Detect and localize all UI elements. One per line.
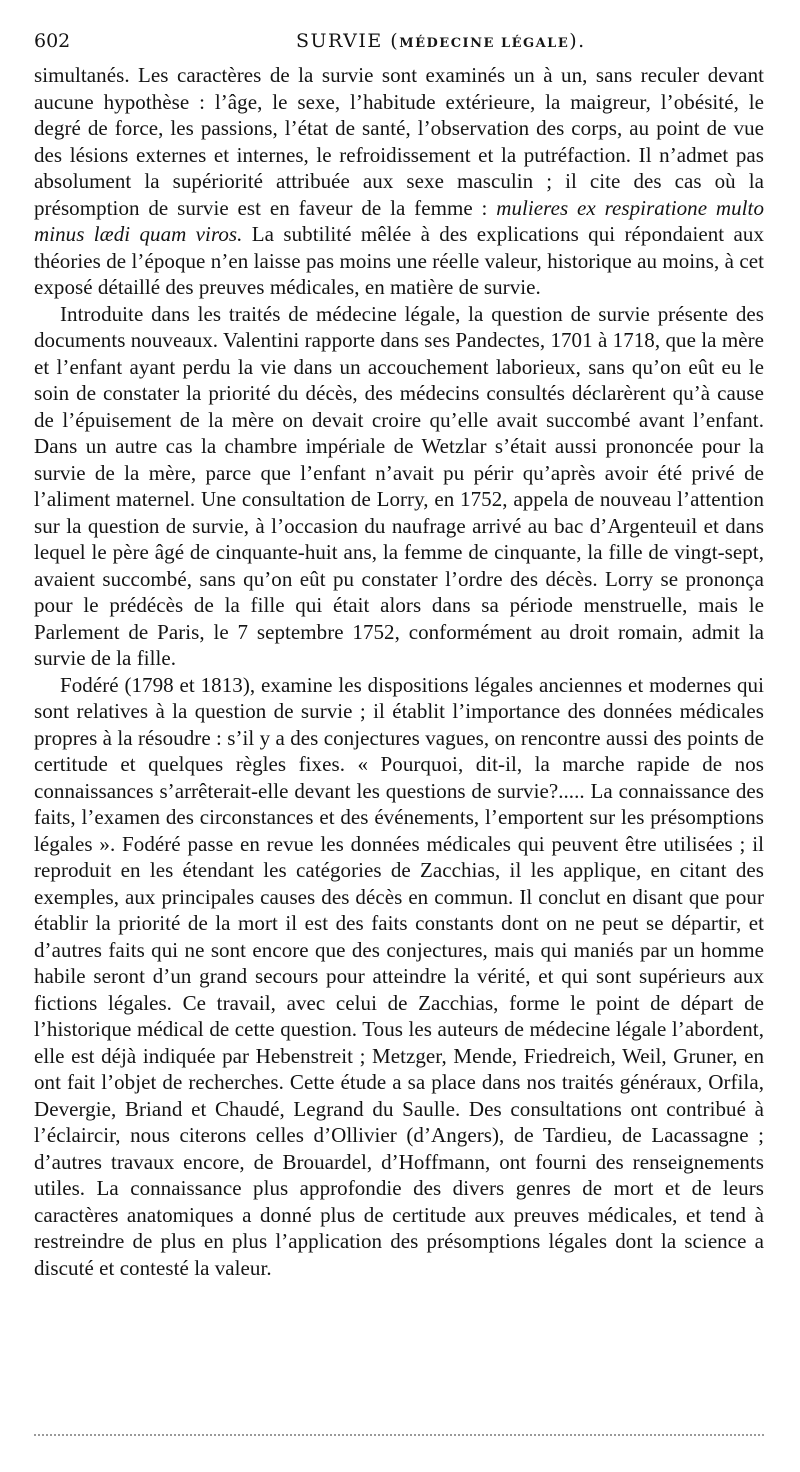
latin-quote: mulieres ex respiratione multo minus lædi quam viros. xyxy=(34,195,764,246)
running-title-close: ). xyxy=(569,30,586,52)
page-body xyxy=(34,62,764,1281)
page-header xyxy=(34,28,762,54)
paragraph-1-text-b: La subtilité mêlée à des explications qui répondaient aux théories de l’époque n’en laisse pas moins une réelle valeur, historique au moins, à cet exposé détaillé des preuves médicales, en matière de survie. xyxy=(34,222,764,299)
running-title-sub: MÉDECINE LÉGALE xyxy=(399,36,570,51)
running-title xyxy=(296,28,586,57)
running-title-main: SURVIE ( xyxy=(296,30,400,52)
footer-rule xyxy=(34,1434,764,1436)
paragraph-3: Fodéré (1798 et 1813), examine les dispositions légales anciennes et modernes qui sont relatives à la question de survie ; il établit l’importance des données médicales propres à la résoudre : s’il y a des conjectures vagues, on rencontre aussi des points de certitude et quelques règles fixes. « Pourquoi, dit-il, la marche rapide de nos connaissances s’arrêterait-elle devant les questions de survie?..... La connaissance des faits, l’examen des circonstances et des événements, l’emportent sur les présomptions légales ». Fodéré passe en revue les données médicales qui peuvent être utilisées ; il reproduit en les étendant les catégories de Zacchias, il les applique, en citant des exemples, aux principales causes des décès en commun. Il conclut en disant que pour établir la priorité de la mort il est des faits constants dont on ne peut se départir, et d’autres faits qui ne sont encore que des conjectures, mais qui maniés par un homme habile seront d’un grand secours pour atteindre la vérité, et qui sont supérieurs aux fictions légales. Ce travail, avec celui de Zacchias, forme le point de départ de l’historique médical de cette question. Tous les auteurs de médecine légale l’abordent, elle est déjà indiquée par Hebenstreit ; Metzger, Mende, Friedreich, Weil, Gruner, en ont fait l’objet de recherches. Cette étude a sa place dans nos traités généraux, Orfila, Devergie, Briand et Chaudé, Legrand du Saulle. Des consultations ont contribué à l’éclaircir, nous citerons celles d’Ollivier (d’Angers), de Tardieu, de Lacassagne ; d’autres travaux encore, de Brouardel, d’Hoffmann, ont fourni des renseignements utiles. La connaissance plus approfondie des divers genres de mort et de leurs caractères anatomiques a donné plus de certitude aux preuves médicales, et tend à restreindre de plus en plus l’application des présomptions légales dont la science a discuté et contesté la valeur. xyxy=(34,672,764,1280)
paragraph-2: Introduite dans les traités de médecine légale, la question de survie présente des documents nouveaux. Valentini rapporte dans ses Pandectes, 1701 à 1718, que la mère et l’enfant ayant perdu la vie dans un accouchement laborieux, sans qu’on eût eu le soin de constater la priorité du décès, des médecins consultés déclarèrent qu’à cause de l’épuisement de la mère on devait croire qu’elle avait succombé avant l’enfant. Dans un autre cas la chambre impériale de Wetzlar s’était aussi prononcée pour la survie de la mère, parce que l’enfant n’avait pu périr qu’après avoir été privé de l’aliment maternel. Une consultation de Lorry, en 1752, appela de nouveau l’attention sur la question de survie, à l’occasion du naufrage arrivé au bac d’Argenteuil et dans lequel le père âgé de cinquante-huit ans, la femme de cinquante, la fille de vingt-sept, avaient succombé, sans qu’on eût pu constater l’ordre des décès. Lorry se prononça pour le prédécès de la fille qui était alors dans sa période menstruelle, mais le Parlement de Paris, le 7 septembre 1752, conformément au droit romain, admit la survie de la fille. xyxy=(34,301,764,670)
paragraph-1 xyxy=(34,62,764,301)
paragraph-1-text-a: simultanés. Les caractères de la survie sont examinés un à un, sans reculer devant aucune hypothèse : l’âge, le sexe, l’habitude extérieure, la maigreur, l’obésité, le degré de force, les passions, l’état de santé, l’observation des corps, au point de vue des lésions externes et internes, le refroidissement et la putréfaction. Il n’admet pas absolument la supériorité attribuée aux sexe masculin ; il cite des cas où la présomption de survie est en faveur de la femme : xyxy=(34,63,764,220)
page-number: 602 xyxy=(34,30,71,52)
